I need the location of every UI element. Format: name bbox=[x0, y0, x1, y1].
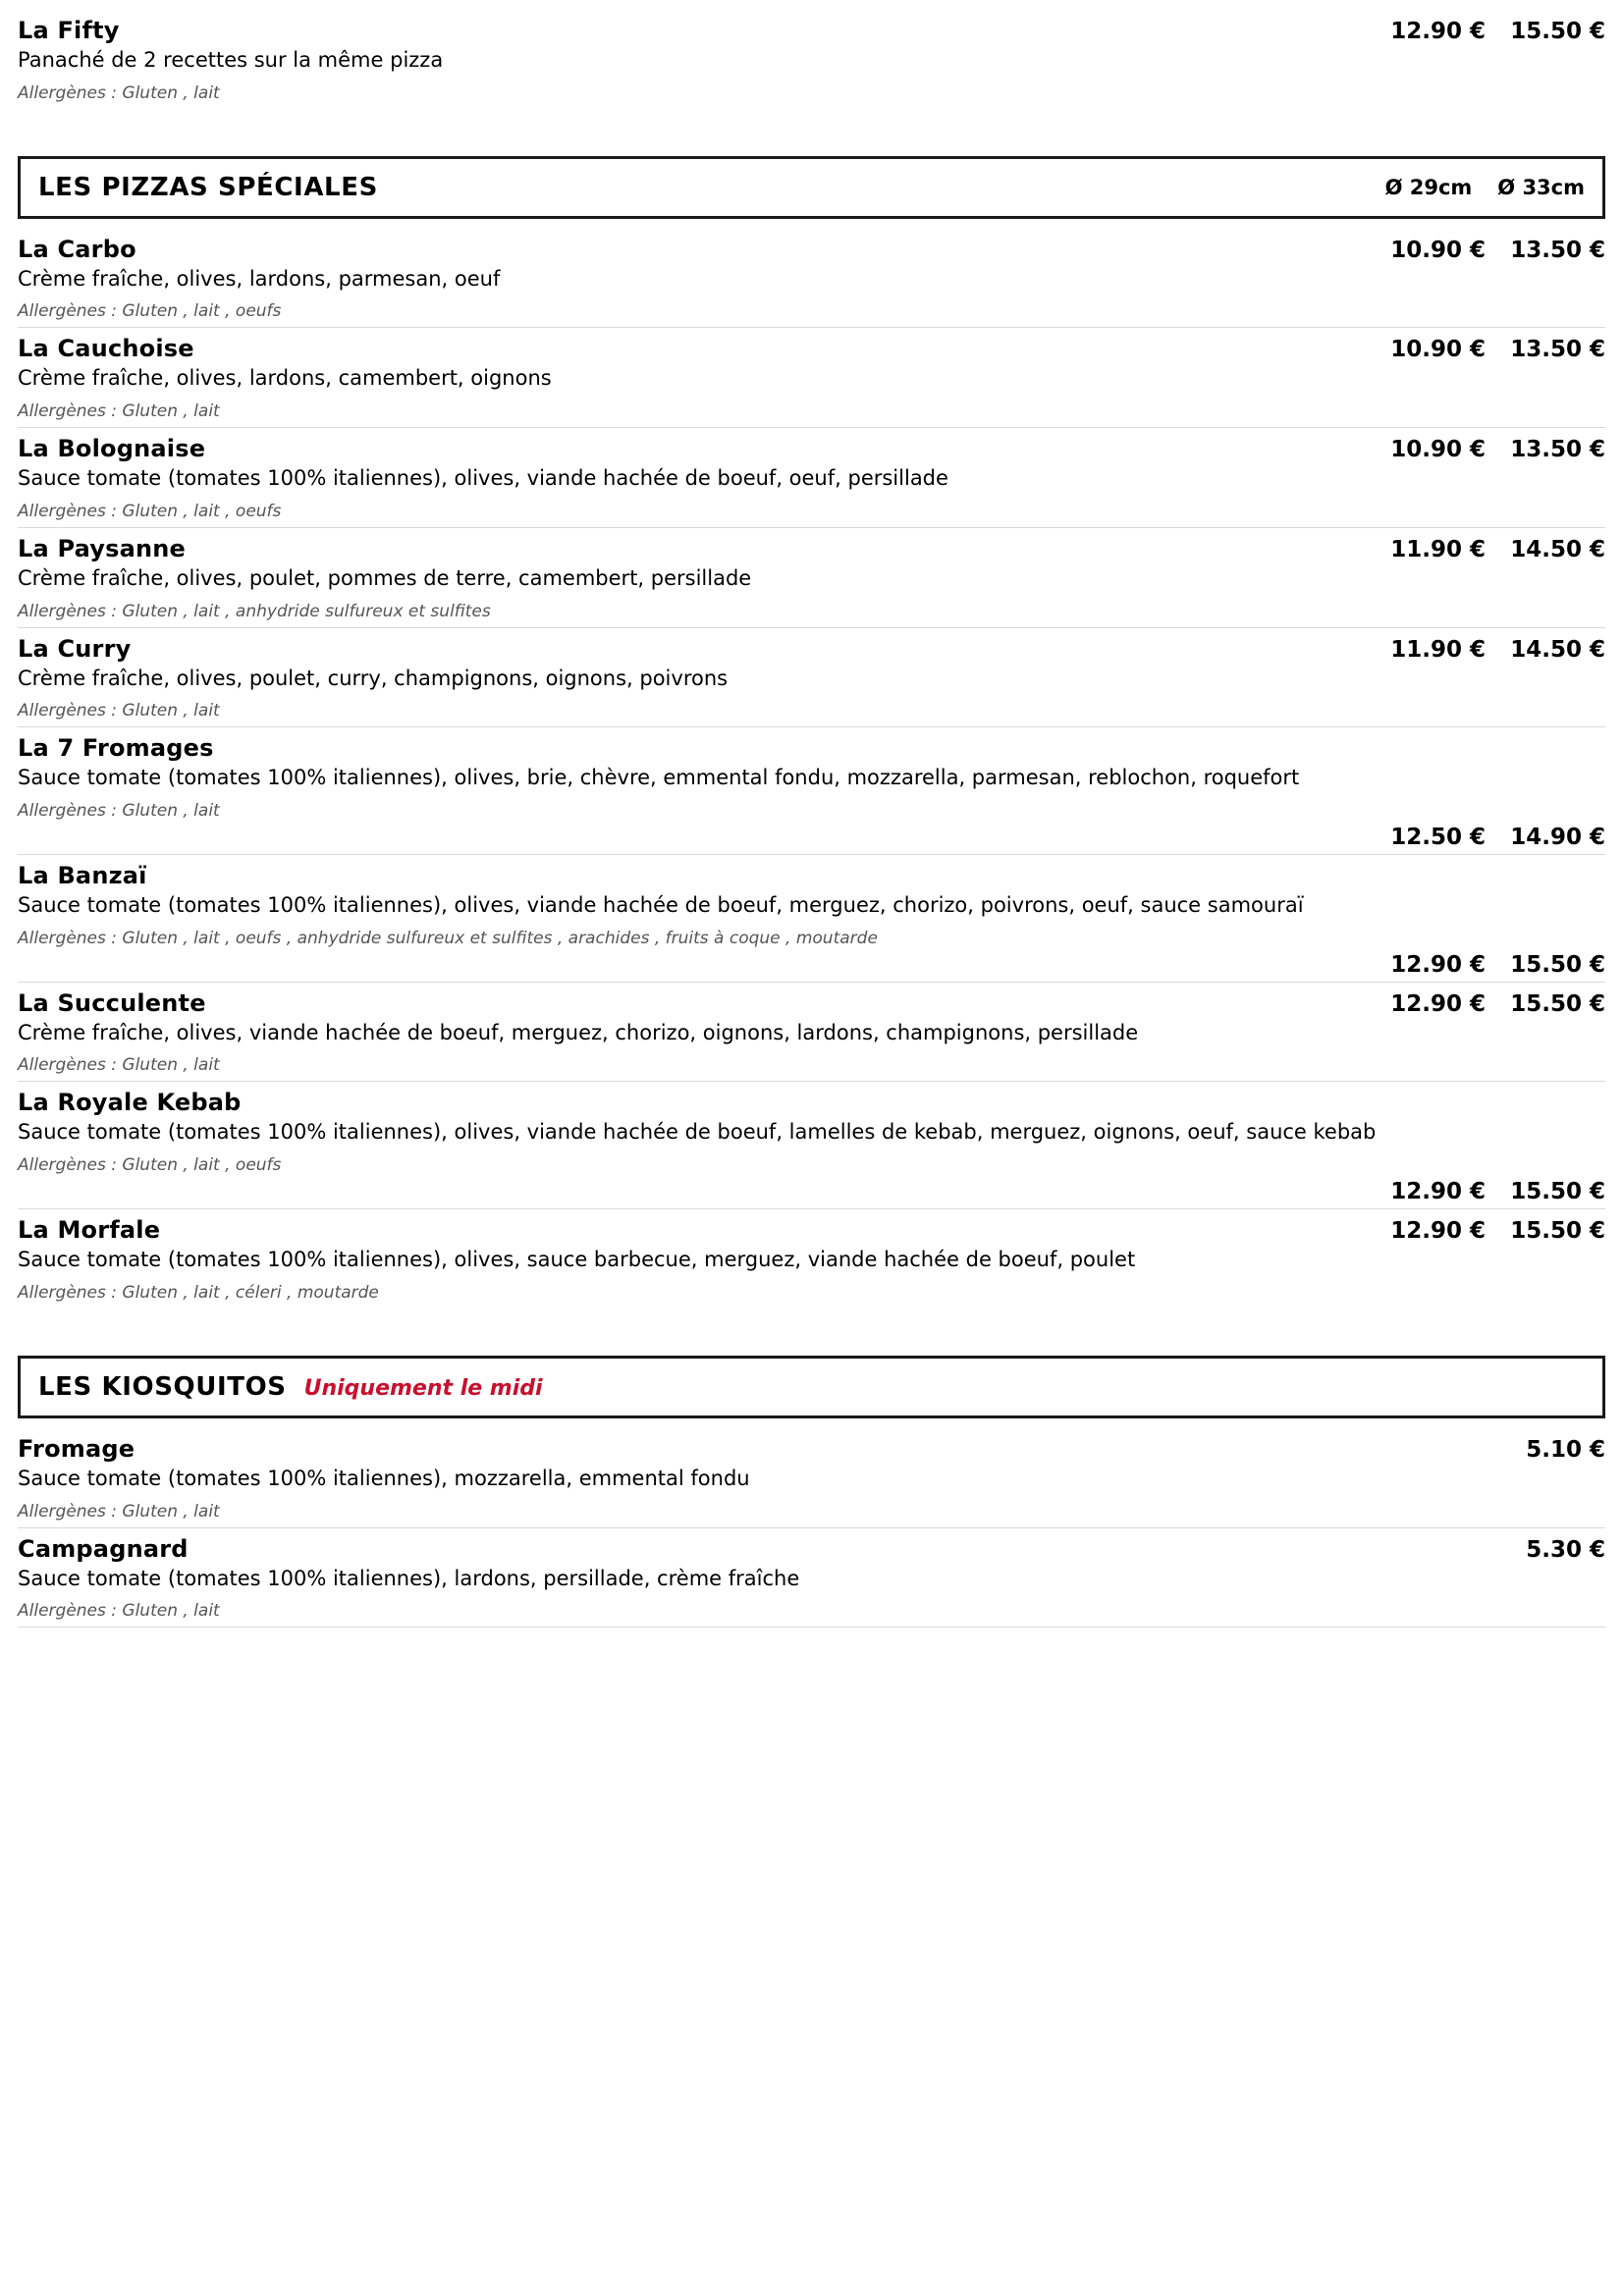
menu-item-allergens: Allergènes : Gluten , lait bbox=[18, 1501, 220, 1522]
menu-item-prices bbox=[1380, 19, 1605, 44]
menu-item-name: La Bolognaise bbox=[18, 435, 206, 463]
menu-item-header bbox=[18, 434, 1605, 463]
section-title: LES KIOSQUITOS bbox=[38, 1371, 287, 1402]
price-29cm: 12.90 € bbox=[1390, 1179, 1486, 1205]
price-33cm: 15.50 € bbox=[1510, 1179, 1605, 1205]
price-29cm: 10.90 € bbox=[1390, 437, 1486, 463]
menu-item-header bbox=[18, 16, 1605, 45]
menu-item-prices bbox=[18, 952, 1605, 978]
price-33cm: 14.90 € bbox=[1510, 825, 1605, 851]
menu-item-la-paysanne bbox=[18, 527, 1605, 627]
menu-item-description: Crème fraîche, olives, viande hachée de boeuf, merguez, chorizo, oignons, lardons, champignons, persillade bbox=[18, 1020, 1139, 1044]
page-top-spacer bbox=[18, 0, 1605, 10]
price-29cm: 12.90 € bbox=[1390, 1218, 1486, 1245]
menu-item-name: La Paysanne bbox=[18, 534, 187, 562]
menu-item-description: Sauce tomate (tomates 100% italiennes), olives, viande hachée de boeuf, lamelles de kebab, merguez, oignons, oeuf, sauce kebab bbox=[18, 1120, 1377, 1145]
price-33cm: 15.50 € bbox=[1510, 990, 1605, 1017]
price-29cm: 10.90 € bbox=[1390, 337, 1486, 363]
menu-item-name: La Morfale bbox=[18, 1216, 161, 1245]
menu-item-la-banzai bbox=[18, 854, 1605, 982]
price-29cm: 12.90 € bbox=[1390, 990, 1486, 1017]
menu-item-allergens: Allergènes : Gluten , lait bbox=[18, 1055, 220, 1076]
menu-item-name: Fromage bbox=[18, 1434, 135, 1463]
menu-item-allergens: Allergènes : Gluten , lait bbox=[18, 701, 220, 721]
section-header-kiosquitos bbox=[18, 1356, 1605, 1418]
section-size-columns bbox=[1385, 176, 1585, 199]
menu-item-description: Crème fraîche, olives, poulet, pommes de terre, camembert, persillade bbox=[18, 565, 752, 590]
menu-item-allergens: Allergènes : Gluten , lait , oeufs bbox=[18, 301, 282, 322]
price-29cm: 12.50 € bbox=[1390, 825, 1486, 851]
menu-item-header bbox=[18, 861, 1605, 890]
section-title: LES PIZZAS SPÉCIALES bbox=[38, 172, 378, 202]
menu-item-description: Sauce tomate (tomates 100% italiennes), olives, viande hachée de boeuf, merguez, chorizo, poivrons, oeuf, sauce samouraï bbox=[18, 893, 1304, 918]
price-29cm: 12.90 € bbox=[1390, 951, 1486, 978]
menu-item-name: La Curry bbox=[18, 634, 132, 663]
size-label-33cm: Ø 33cm bbox=[1497, 175, 1585, 199]
menu-item-prices bbox=[1380, 637, 1605, 663]
section-header-left bbox=[38, 173, 378, 202]
menu-item-header bbox=[18, 334, 1605, 363]
menu-item-la-royale-kebab bbox=[18, 1081, 1605, 1208]
price-single: 5.30 € bbox=[1526, 1536, 1605, 1563]
section-header-left bbox=[38, 1372, 543, 1402]
price-33cm: 13.50 € bbox=[1510, 237, 1605, 263]
menu-item-la-7-fromages bbox=[18, 726, 1605, 854]
menu-item-prices bbox=[1380, 238, 1605, 263]
menu-item-allergens: Allergènes : Gluten , lait , oeufs bbox=[18, 1155, 282, 1176]
price-33cm: 15.50 € bbox=[1510, 1218, 1605, 1245]
menu-item-name: Campagnard bbox=[18, 1534, 189, 1563]
menu-item-allergens: Allergènes : Gluten , lait bbox=[18, 401, 220, 422]
menu-item-allergens: Allergènes : Gluten , lait bbox=[18, 1601, 220, 1622]
menu-item-allergens: Allergènes : Gluten , lait , céleri , moutarde bbox=[18, 1282, 379, 1303]
menu-item-prices bbox=[18, 1179, 1605, 1204]
menu-item-name: La Fifty bbox=[18, 17, 120, 44]
menu-item-name: La Banzaï bbox=[18, 862, 147, 890]
price-33cm: 15.50 € bbox=[1510, 951, 1605, 978]
menu-item-prices bbox=[1499, 1537, 1605, 1563]
menu-item-header bbox=[18, 1534, 1605, 1564]
menu-item-campagnard bbox=[18, 1527, 1605, 1628]
menu-item-la-cauchoise bbox=[18, 327, 1605, 427]
menu-item-header bbox=[18, 988, 1605, 1018]
menu-item-header bbox=[18, 534, 1605, 563]
price-29cm: 11.90 € bbox=[1390, 636, 1486, 663]
menu-item-description: Sauce tomate (tomates 100% italiennes), olives, brie, chèvre, emmental fondu, mozzarella, parmesan, reblochon, roquefort bbox=[18, 766, 1300, 790]
menu-item-description: Panaché de 2 recettes sur la même pizza bbox=[18, 48, 444, 72]
menu-item-la-morfale bbox=[18, 1208, 1605, 1308]
menu-item-allergens: Allergènes : Gluten , lait bbox=[18, 801, 220, 822]
page-bottom-divider bbox=[18, 1627, 1605, 1628]
price-33cm: 13.50 € bbox=[1510, 437, 1605, 463]
menu-item-name: La Cauchoise bbox=[18, 335, 194, 363]
menu-item-name: La 7 Fromages bbox=[18, 734, 214, 763]
menu-item-allergens: Allergènes : Gluten , lait bbox=[18, 82, 220, 103]
menu-item-la-curry bbox=[18, 627, 1605, 727]
menu-item-allergens: Allergènes : Gluten , lait , anhydride sulfureux et sulfites bbox=[18, 601, 491, 621]
section-note: Uniquement le midi bbox=[303, 1375, 543, 1401]
menu-item-prices bbox=[1380, 991, 1605, 1017]
menu-item-fromage bbox=[18, 1428, 1605, 1527]
size-label-29cm: Ø 29cm bbox=[1384, 175, 1473, 199]
menu-item-allergens: Allergènes : Gluten , lait , oeufs bbox=[18, 501, 282, 521]
price-29cm: 10.90 € bbox=[1390, 237, 1486, 263]
menu-item-description: Crème fraîche, olives, lardons, camembert, oignons bbox=[18, 366, 552, 391]
price-29cm: 12.90 € bbox=[1390, 19, 1486, 44]
price-33cm: 13.50 € bbox=[1510, 337, 1605, 363]
menu-item-header bbox=[18, 733, 1605, 763]
menu-item-description: Crème fraîche, olives, lardons, parmesan, oeuf bbox=[18, 266, 501, 291]
price-33cm: 14.50 € bbox=[1510, 536, 1605, 562]
menu-item-prices bbox=[1380, 437, 1605, 462]
menu-item-name: La Carbo bbox=[18, 235, 136, 263]
section-header-pizzas-speciales bbox=[18, 156, 1605, 219]
menu-item-description: Sauce tomate (tomates 100% italiennes), mozzarella, emmental fondu bbox=[18, 1466, 750, 1490]
menu-item-name: La Royale Kebab bbox=[18, 1089, 242, 1117]
menu-item-la-fifty bbox=[18, 10, 1605, 109]
menu-item-header bbox=[18, 1088, 1605, 1117]
menu-item-description: Sauce tomate (tomates 100% italiennes), lardons, persillade, crème fraîche bbox=[18, 1566, 800, 1590]
menu-item-description: Sauce tomate (tomates 100% italiennes), olives, sauce barbecue, merguez, viande hachée de boeuf, poulet bbox=[18, 1248, 1136, 1272]
price-33cm: 14.50 € bbox=[1510, 636, 1605, 663]
menu-item-description: Sauce tomate (tomates 100% italiennes), olives, viande hachée de boeuf, oeuf, persillade bbox=[18, 466, 948, 491]
menu-item-header bbox=[18, 1215, 1605, 1245]
menu-item-prices bbox=[18, 825, 1605, 850]
price-33cm: 15.50 € bbox=[1510, 19, 1605, 44]
menu-item-prices bbox=[1380, 337, 1605, 362]
menu-item-allergens: Allergènes : Gluten , lait , oeufs , anhydride sulfureux et sulfites , arachides , fruits à coque , moutarde bbox=[18, 928, 878, 948]
menu-item-la-succulente bbox=[18, 982, 1605, 1082]
menu-item-la-bolognaise bbox=[18, 427, 1605, 527]
price-single: 5.10 € bbox=[1526, 1436, 1605, 1463]
menu-item-prices bbox=[1380, 1218, 1605, 1244]
menu-item-header bbox=[18, 235, 1605, 264]
menu-item-prices bbox=[1380, 537, 1605, 562]
menu-item-header bbox=[18, 634, 1605, 664]
menu-item-description: Crème fraîche, olives, poulet, curry, champignons, oignons, poivrons bbox=[18, 666, 729, 690]
menu-item-name: La Succulente bbox=[18, 988, 206, 1017]
menu-item-prices bbox=[1499, 1437, 1605, 1463]
menu-item-la-carbo bbox=[18, 229, 1605, 328]
price-29cm: 11.90 € bbox=[1390, 536, 1486, 562]
menu-item-header bbox=[18, 1434, 1605, 1464]
